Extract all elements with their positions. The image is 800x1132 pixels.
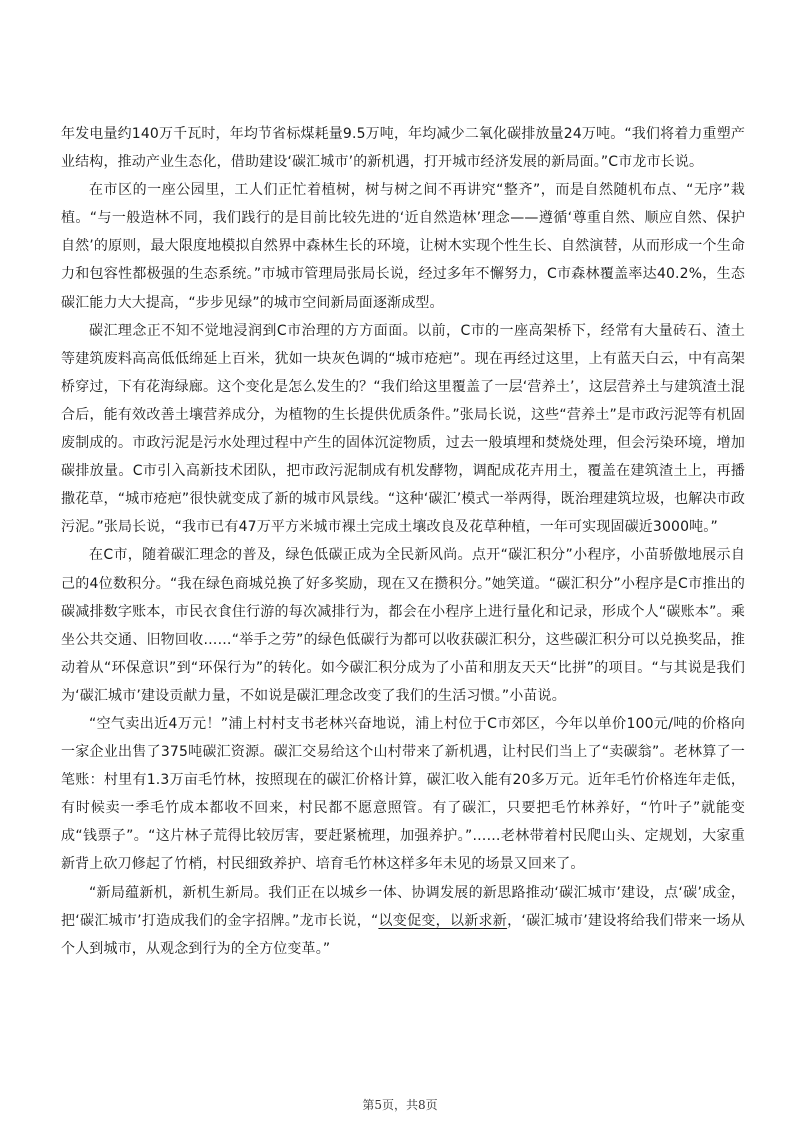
paragraph-1: 年发电量约140万千瓦时，年均节省标煤耗量9.5万吨，年均减少二氧化碳排放量24万吨。“我们将着力重塑产业结构，推动产业生态化，借助建设‘碳汇城市’的新机遇，打开城市经济发展的新局面。”C市龙市长说。 [61,126,745,171]
paragraph-3: 碳汇理念正不知不觉地浸润到C市治理的方方面面。以前，C市的一座高架桥下，经常有大量砖石、渣土等建筑废料高高低低绵延上百米，犹如一块灰色调的“城市疮疤”。现在再经过这里，上有蓝天白云，中有高架桥穿过，下有花海绿廊。这个变化是怎么发生的？“我们给这里覆盖了一层‘营养土’，这层营养土与建筑渣土混合后，能有效改善土壤营养成分，为植物的生长提供优质条件。”张局长说，这些“营养土”是市政污泥等有机固废制成的。市政污泥是污水处理过程中产生的固体沉淀物质，过去一般填埋和焚烧处理，但会污染环境，增加碳排放量。C市引入高新技术团队，把市政污泥制成有机发酵物，调配成花卉用土，覆盖在建筑渣土上，再播撒花草，“城市疮疤”很快就变成了新的城市风景线。“这种‘碳汇’模式一举两得，既治理建筑垃圾，也解决市政污泥。”张局长说，“我市已有47万平方米城市裸土完成土壤改良及花草种植，一年可实现固碳近3000吨。” [61,322,745,536]
paragraph-6-text-before: “新局蕴新机，新机生新局。我们正在以城乡一体、协调发展的新思路推动‘碳汇城市’建设，点‘碳’成金，把‘碳汇城市’打造成我们的金字招牌。”龙市长说，“ [61,884,745,929]
page-number-footer: 第5页，共8页 [362,1098,438,1112]
paragraph-5: “空气卖出近4万元！”浦上村村支书老林兴奋地说，浦上村位于C市郊区，今年以单价100元/吨的价格向一家企业出售了375吨碳汇资源。碳汇交易给这个山村带来了新机遇，让村民们当上了“卖碳翁”。老林算了一笔账：村里有1.3万亩毛竹林，按照现在的碳汇价格计算，碳汇收入能有20多万元。近年毛竹价格连年走低，有时候卖一季毛竹成本都收不回来，村民都不愿意照管。有了碳汇，只要把毛竹林养好，“竹叶子”就能变成“钱票子”。“这片林子荒得比较厉害，要赶紧梳理，加强养护。”……老林带着村民爬山头、定规划，大家重新背上砍刀修起了竹梢，村民细致养护、培育毛竹林这样多年未见的场景又回来了。 [61,715,745,873]
paragraph-4: 在C市，随着碳汇理念的普及，绿色低碳正成为全民新风尚。点开“碳汇积分”小程序，小苗骄傲地展示自己的4位数积分。“我在绿色商城兑换了好多奖励，现在又在攒积分。”她笑道。“碳汇积分”小程序是C市推出的碳减排数字账本，市民衣食住行游的每次减排行为，都会在小程序上进行量化和记录，形成个人“碳账本”。乘坐公共交通、旧物回收……“举手之劳”的绿色低碳行为都可以收获碳汇积分，这些碳汇积分可以兑换奖品，推动着从“环保意识”到“环保行为”的转化。如今碳汇积分成为了小苗和朋友天天“比拼”的项目。“与其说是我们为‘碳汇城市’建设贡献力量，不如说是碳汇理念改变了我们的生活习惯。”小苗说。 [61,547,745,704]
paragraph-6-text-after: ，‘碳汇城市’建设将给我们带来一场从个人到城市，从观念到行为的全方位变革。” [61,912,745,957]
paragraph-6 [61,879,745,963]
paragraph-2: 在市区的一座公园里，工人们正忙着植树，树与树之间不再讲究“整齐”，而是自然随机布点、“无序”栽植。“与一般造林不同，我们践行的是目前比较先进的‘近自然造林’理念——遵循‘尊重自然、顺应自然、保护自然’的原则，最大限度地模拟自然界中森林生长的环境，让树木实现个性生长、自然演替，从而形成一个生命力和包容性都极强的生态系统。”市城市管理局张局长说，经过多年不懈努力，C市森林覆盖率达40.2%，生态碳汇能力大大提高，“步步见绿”的城市空间新局面逐渐成型。 [61,182,745,311]
document-page [61,120,745,963]
underlined-phrase: 以变促变，以新求新 [378,912,508,929]
